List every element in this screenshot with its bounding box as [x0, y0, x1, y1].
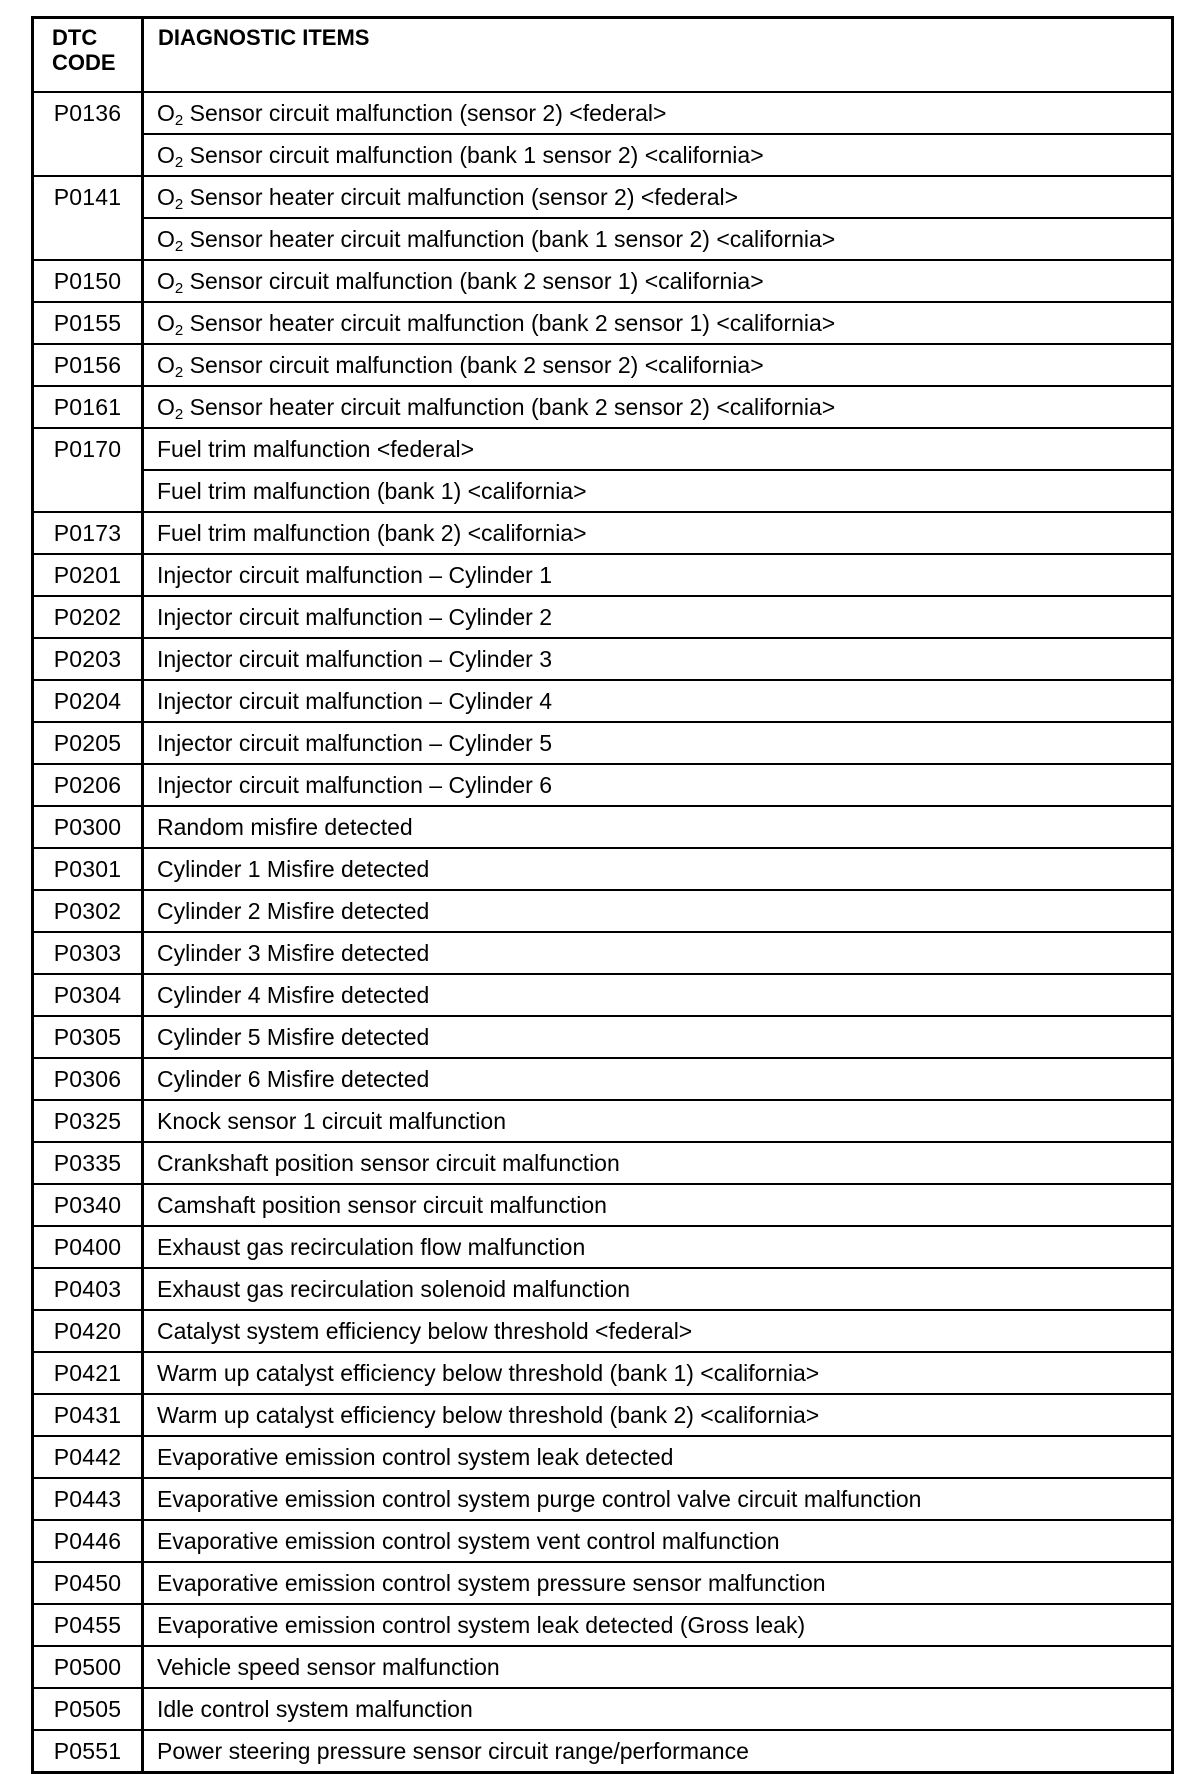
dtc-code-cell: P0306: [33, 1058, 143, 1100]
table-row: [33, 680, 1173, 722]
diagnostic-item-cell: [143, 218, 1173, 260]
diagnostic-item-text: Cylinder 1 Misfire detected: [157, 856, 430, 882]
table-row: [33, 596, 1173, 638]
dtc-code-cell: P0305: [33, 1016, 143, 1058]
table-row: [33, 1352, 1173, 1394]
diagnostic-item-cell: [143, 764, 1173, 806]
diagnostic-item-cell: [143, 1730, 1173, 1773]
diagnostic-item-cell: [143, 554, 1173, 596]
diagnostic-item-cell: [143, 890, 1173, 932]
table-row: [33, 1142, 1173, 1184]
table-row: [33, 1730, 1173, 1773]
diagnostic-item-text: Sensor circuit malfunction (sensor 2) <federal>: [189, 100, 667, 126]
diagnostic-item-cell: [143, 344, 1173, 386]
dtc-code-cell: P0455: [33, 1604, 143, 1646]
diagnostic-item-cell: [143, 974, 1173, 1016]
diagnostic-item-text: Power steering pressure sensor circuit range/performance: [157, 1738, 749, 1764]
diagnostic-item-cell: [143, 134, 1173, 176]
table-row: [33, 638, 1173, 680]
o2-symbol: $O_2$: [157, 310, 184, 339]
diagnostic-item-cell: [143, 1688, 1173, 1730]
table-row: [33, 1688, 1173, 1730]
diagnostic-item-cell: [143, 1268, 1173, 1310]
dtc-code-cell: P0156: [33, 344, 143, 386]
diagnostic-item-text: Exhaust gas recirculation solenoid malfunction: [157, 1276, 631, 1302]
diagnostic-item-text: Exhaust gas recirculation flow malfunction: [157, 1234, 586, 1260]
diagnostic-item-text: Evaporative emission control system pressure sensor malfunction: [157, 1570, 826, 1596]
table-row: [33, 344, 1173, 386]
diagnostic-item-text: Crankshaft position sensor circuit malfunction: [157, 1150, 620, 1176]
diagnostic-item-cell: [143, 302, 1173, 344]
diagnostic-item-cell: [143, 596, 1173, 638]
table-row: [33, 806, 1173, 848]
diagnostic-item-cell: [143, 1436, 1173, 1478]
diagnostic-item-text: Injector circuit malfunction – Cylinder 2: [157, 604, 552, 630]
dtc-code-cell: P0201: [33, 554, 143, 596]
dtc-code-header: [33, 18, 143, 93]
dtc-code-cell: P0446: [33, 1520, 143, 1562]
table-row: [33, 1016, 1173, 1058]
dtc-code-cell: P0141: [33, 176, 143, 260]
table-row: [33, 1478, 1173, 1520]
o2-symbol: $O_2$: [157, 352, 184, 381]
table-row: [33, 386, 1173, 428]
table-row: [33, 1520, 1173, 1562]
diagnostic-item-cell: [143, 428, 1173, 470]
dtc-code-cell: P0431: [33, 1394, 143, 1436]
diagnostic-item-text: Fuel trim malfunction <federal>: [157, 436, 475, 462]
diagnostic-item-text: Cylinder 5 Misfire detected: [157, 1024, 430, 1050]
diagnostic-item-text: Cylinder 3 Misfire detected: [157, 940, 430, 966]
diagnostic-item-text: Evaporative emission control system leak detected (Gross leak): [157, 1612, 806, 1638]
dtc-code-header-line2: CODE: [52, 50, 116, 75]
diagnostic-item-cell: [143, 386, 1173, 428]
dtc-code-cell: P0303: [33, 932, 143, 974]
table-row: [33, 1436, 1173, 1478]
dtc-code-cell: P0403: [33, 1268, 143, 1310]
diagnostic-item-cell: [143, 848, 1173, 890]
table-row: [33, 722, 1173, 764]
diagnostic-item-text: Fuel trim malfunction (bank 1) <california>: [157, 478, 587, 504]
table-row: [33, 134, 1173, 176]
diagnostic-item-cell: [143, 1226, 1173, 1268]
diagnostic-item-cell: [143, 1394, 1173, 1436]
dtc-code-cell: P0420: [33, 1310, 143, 1352]
diagnostic-item-text: Cylinder 6 Misfire detected: [157, 1066, 430, 1092]
table-body: [33, 92, 1173, 1773]
table-row: [33, 1604, 1173, 1646]
table-row: [33, 428, 1173, 470]
diagnostic-item-cell: [143, 1016, 1173, 1058]
dtc-code-cell: P0300: [33, 806, 143, 848]
dtc-code-cell: P0136: [33, 92, 143, 176]
table-header-row: [33, 18, 1173, 93]
dtc-code-cell: P0301: [33, 848, 143, 890]
diagnostic-item-cell: [143, 1646, 1173, 1688]
dtc-code-cell: P0400: [33, 1226, 143, 1268]
diagnostic-item-text: Idle control system malfunction: [157, 1696, 473, 1722]
table-row: [33, 554, 1173, 596]
diagnostic-item-text: Cylinder 2 Misfire detected: [157, 898, 430, 924]
table-row: [33, 1310, 1173, 1352]
diagnostic-item-text: Random misfire detected: [157, 814, 413, 840]
table-row: [33, 932, 1173, 974]
table-row: [33, 92, 1173, 134]
diagnostic-item-text: Injector circuit malfunction – Cylinder 5: [157, 730, 552, 756]
table-row: [33, 512, 1173, 554]
dtc-code-cell: P0335: [33, 1142, 143, 1184]
dtc-code-cell: P0204: [33, 680, 143, 722]
diagnostic-item-text: Sensor circuit malfunction (bank 1 sensor 2) <california>: [189, 142, 764, 168]
diagnostic-item-cell: [143, 92, 1173, 134]
table-row: [33, 1394, 1173, 1436]
table-row: [33, 1562, 1173, 1604]
table-row: [33, 1100, 1173, 1142]
dtc-table: [31, 16, 1174, 1774]
dtc-code-cell: P0206: [33, 764, 143, 806]
dtc-code-cell: P0155: [33, 302, 143, 344]
diagnostic-item-text: Warm up catalyst efficiency below threshold (bank 2) <california>: [157, 1402, 820, 1428]
diagnostic-item-text: Sensor heater circuit malfunction (bank 1 sensor 2) <california>: [189, 226, 836, 252]
diagnostic-item-cell: [143, 176, 1173, 218]
diagnostic-item-text: Fuel trim malfunction (bank 2) <california>: [157, 520, 587, 546]
table-row: [33, 1226, 1173, 1268]
dtc-code-cell: P0551: [33, 1730, 143, 1773]
dtc-code-cell: P0161: [33, 386, 143, 428]
table-row: [33, 974, 1173, 1016]
diagnostic-item-cell: [143, 1352, 1173, 1394]
diagnostic-item-cell: [143, 722, 1173, 764]
diagnostic-item-text: Knock sensor 1 circuit malfunction: [157, 1108, 506, 1134]
o2-symbol: $O_2$: [157, 394, 184, 423]
diagnostic-item-cell: [143, 1310, 1173, 1352]
diagnostic-items-header: DIAGNOSTIC ITEMS: [143, 18, 1173, 93]
dtc-code-cell: P0150: [33, 260, 143, 302]
diagnostic-item-text: Sensor circuit malfunction (bank 2 sensor 2) <california>: [189, 352, 764, 378]
diagnostic-item-text: Cylinder 4 Misfire detected: [157, 982, 430, 1008]
diagnostic-item-text: Vehicle speed sensor malfunction: [157, 1654, 500, 1680]
diagnostic-item-text: Evaporative emission control system purge control valve circuit malfunction: [157, 1486, 922, 1512]
dtc-code-cell: P0203: [33, 638, 143, 680]
o2-symbol: $O_2$: [157, 100, 184, 129]
dtc-code-cell: P0442: [33, 1436, 143, 1478]
diagnostic-item-text: Warm up catalyst efficiency below threshold (bank 1) <california>: [157, 1360, 820, 1386]
dtc-code-cell: P0450: [33, 1562, 143, 1604]
dtc-code-cell: P0170: [33, 428, 143, 512]
table-row: [33, 218, 1173, 260]
dtc-code-cell: P0325: [33, 1100, 143, 1142]
o2-symbol: $O_2$: [157, 142, 184, 171]
diagnostic-item-text: Camshaft position sensor circuit malfunction: [157, 1192, 607, 1218]
diagnostic-item-cell: [143, 1184, 1173, 1226]
diagnostic-item-cell: [143, 806, 1173, 848]
table-row: [33, 260, 1173, 302]
diagnostic-item-text: Injector circuit malfunction – Cylinder 6: [157, 772, 552, 798]
diagnostic-item-cell: [143, 932, 1173, 974]
table-row: [33, 890, 1173, 932]
o2-symbol: $O_2$: [157, 226, 184, 255]
diagnostic-item-text: Evaporative emission control system vent control malfunction: [157, 1528, 780, 1554]
dtc-code-cell: P0421: [33, 1352, 143, 1394]
dtc-code-cell: P0302: [33, 890, 143, 932]
diagnostic-item-text: Sensor circuit malfunction (bank 2 sensor 1) <california>: [189, 268, 764, 294]
diagnostic-item-cell: [143, 512, 1173, 554]
table-row: [33, 1646, 1173, 1688]
dtc-code-cell: P0173: [33, 512, 143, 554]
o2-symbol: $O_2$: [157, 184, 184, 213]
diagnostic-item-cell: [143, 680, 1173, 722]
table-row: [33, 1184, 1173, 1226]
table-row: [33, 848, 1173, 890]
diagnostic-item-cell: [143, 260, 1173, 302]
diagnostic-item-text: Sensor heater circuit malfunction (sensor 2) <federal>: [189, 184, 739, 210]
diagnostic-item-text: Sensor heater circuit malfunction (bank 2 sensor 1) <california>: [189, 310, 836, 336]
dtc-code-header-line1: DTC: [52, 25, 98, 50]
dtc-code-cell: P0304: [33, 974, 143, 1016]
diagnostic-item-text: Sensor heater circuit malfunction (bank 2 sensor 2) <california>: [189, 394, 836, 420]
table-row: [33, 1268, 1173, 1310]
dtc-code-cell: P0202: [33, 596, 143, 638]
dtc-code-cell: P0443: [33, 1478, 143, 1520]
diagnostic-item-cell: [143, 1100, 1173, 1142]
diagnostic-item-cell: [143, 1520, 1173, 1562]
diagnostic-item-cell: [143, 1142, 1173, 1184]
diagnostic-item-cell: [143, 1562, 1173, 1604]
o2-symbol: $O_2$: [157, 268, 184, 297]
diagnostic-item-cell: [143, 1604, 1173, 1646]
table-row: [33, 764, 1173, 806]
diagnostic-item-text: Evaporative emission control system leak detected: [157, 1444, 674, 1470]
dtc-code-cell: P0340: [33, 1184, 143, 1226]
diagnostic-item-text: Injector circuit malfunction – Cylinder 4: [157, 688, 552, 714]
diagnostic-item-text: Injector circuit malfunction – Cylinder 1: [157, 562, 552, 588]
table-row: [33, 1058, 1173, 1100]
diagnostic-item-text: Catalyst system efficiency below threshold <federal>: [157, 1318, 693, 1344]
diagnostic-item-cell: [143, 470, 1173, 512]
diagnostic-item-cell: [143, 1058, 1173, 1100]
dtc-code-cell: P0205: [33, 722, 143, 764]
diagnostic-item-cell: [143, 638, 1173, 680]
table-row: [33, 302, 1173, 344]
dtc-code-cell: P0505: [33, 1688, 143, 1730]
diagnostic-item-cell: [143, 1478, 1173, 1520]
diagnostic-item-text: Injector circuit malfunction – Cylinder 3: [157, 646, 552, 672]
dtc-code-cell: P0500: [33, 1646, 143, 1688]
table-row: [33, 176, 1173, 218]
table-row: [33, 470, 1173, 512]
